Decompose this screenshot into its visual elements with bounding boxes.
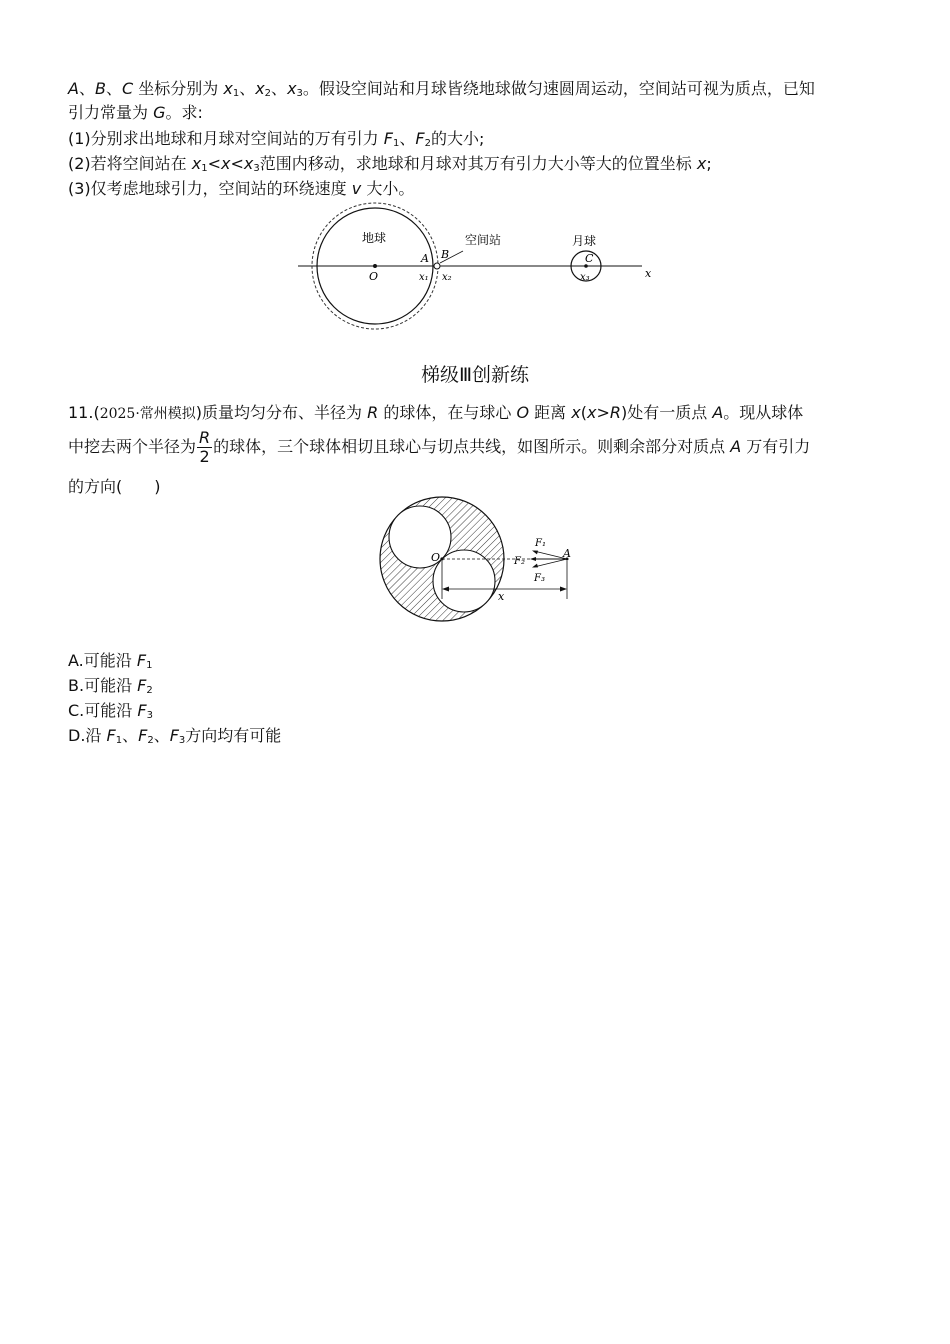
label-O: O	[369, 270, 379, 283]
problem10-question3: (3)仅考虑地球引力，空间站的环绕速度 v 大小。	[68, 179, 415, 198]
label-x2: x₂	[442, 272, 452, 283]
label-F1: F₁	[535, 538, 546, 549]
problem11-source: 2025·常州模拟	[99, 406, 196, 422]
force-F3-arrow	[534, 559, 567, 567]
station-label: 空间站	[465, 233, 502, 247]
problem11-stem-line3: 的方向( )	[68, 477, 161, 496]
label-B: B	[441, 248, 450, 261]
option-A[interactable]: A.可能沿 $F_1$	[68, 651, 153, 671]
label-x1: x₁	[419, 272, 429, 283]
problem10-question1: (1)分别求出地球和月球对空间站的万有引力 $F_1$、$F_2$的大小;	[68, 129, 485, 149]
station-marker	[434, 263, 440, 269]
problem11-stem-line2: 中挖去两个半径为 $\frac{R}{2}$ 的球体，三个球体相切且球心与切点共线，如图所示。则剩余部分对质点 A 万有引力	[68, 428, 811, 466]
force-F2-head	[530, 557, 536, 561]
force-F3-head	[532, 564, 538, 568]
force-F1-head	[532, 551, 538, 555]
problem10-intro-line2: 引力常量为 G。求:	[68, 103, 203, 122]
earth-label: 地球	[362, 231, 387, 245]
label-x3: x₃	[580, 272, 590, 283]
earth-center-dot	[373, 264, 377, 268]
moon-label: 月球	[572, 234, 597, 248]
fraction-R-over-2: $\frac{R}{2}$	[199, 428, 211, 466]
problem11-stem-line1: 11.(2025·常州模拟)质量均匀分布、半径为 R 的球体，在与球心 O 距离 x(x>R)处有一质点 A。现从球体	[68, 403, 804, 422]
option-C[interactable]: C.可能沿 $F_3$	[68, 701, 153, 721]
label-O2: O	[431, 551, 441, 564]
option-D[interactable]: D.沿 $F_1$、$F_2$、$F_3$方向均有可能	[68, 726, 282, 746]
label-x-dimension: x	[498, 590, 505, 603]
dim-arrow-right	[560, 587, 567, 592]
problem10-intro-line1: A、B、C 坐标分别为 $x_1$、$x_2$、$x_3$。假设空间站和月球皆绕地球做匀速圆周运动，空间站可视为质点，已知	[68, 79, 815, 99]
section-title: 梯级Ⅲ创新练	[420, 364, 530, 386]
label-F3: F₃	[534, 573, 545, 584]
earth-moon-station-figure	[290, 198, 670, 343]
label-F2: F₂	[514, 556, 525, 567]
problem10-question2: (2)若将空间站在 $x_1<x<x_3$范围内移动，求地球和月球对其万有引力大小等大的位置坐标 x;	[68, 154, 712, 174]
hollowed-sphere-figure	[370, 495, 590, 630]
label-A2: A	[563, 547, 571, 560]
label-C: C	[585, 252, 594, 265]
label-x-axis: x	[645, 267, 652, 280]
label-A: A	[421, 252, 429, 265]
option-B[interactable]: B.可能沿 $F_2$	[68, 676, 153, 696]
